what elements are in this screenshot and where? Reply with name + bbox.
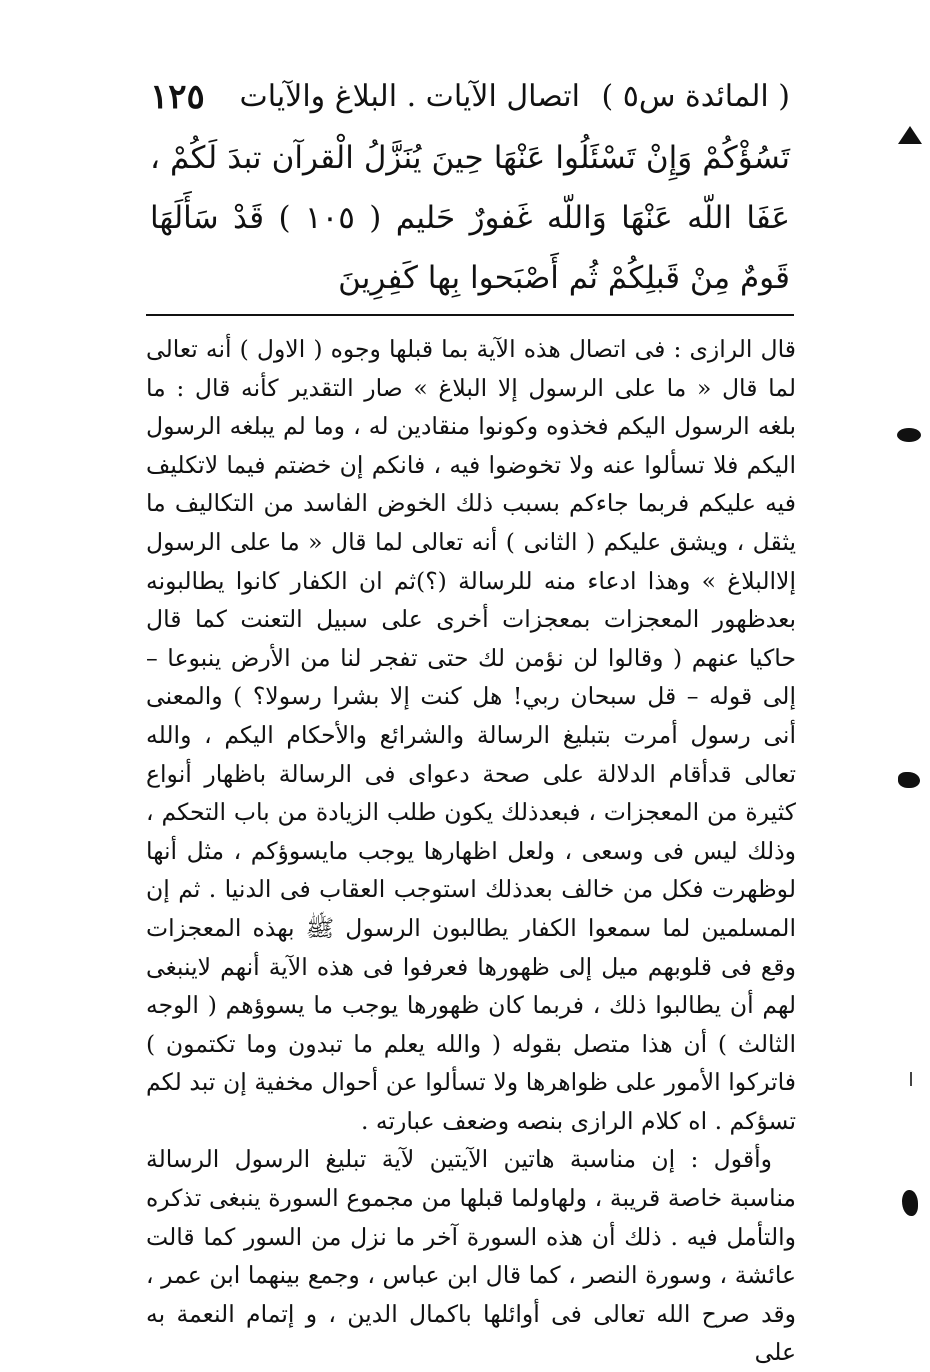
quran-verse-block — [150, 128, 790, 308]
margin-ink-mark — [897, 428, 921, 442]
margin-ink-mark — [898, 126, 922, 144]
verse-text-part1: تَسُؤْكُمْ وَإِنْ تَسْئَلُوا عَنْهَا حِينَ يُنَزَّلُ الْقرآن تبدَ لَكُمْ ، عَفَا اللّه عَنْهَا وَاللّه غَفورٌ حَليم — [150, 140, 791, 236]
margin-tick-mark — [910, 1072, 912, 1086]
margin-ink-mark — [898, 772, 920, 788]
commentary-paragraph-2: وأقول : إن مناسبة هاتين الآيتين لآية تبليغ الرسول الرسالة مناسبة خاصة قريبة ، ولهاولما قبلها من مجموع السورة ينبغى تذكره والتأمل فيه . ذلك أن هذه السورة آخر ما نزل من السور كما قالت عائشة ، وسورة النصر ، كما قال ابن عباس ، وجمع بينهما ابن عمر ، وقد صرح الله تعالى فى أوائلها باكمال الدين ، و إتمام النعمة به على — [146, 1145, 796, 1367]
commentary-paragraph-1: قال الرازى : فى اتصال هذه الآية بما قبلها وجوه ( الاول ) أنه تعالى لما قال « ما على الرسول إلا البلاغ » صار التقدير كأنه قال : ما بلغه الرسول اليكم فخذوه وكونوا منقادين له ، وما لم يبلغه الرسول اليكم فلا تسألوا عنه ولا تخوضوا فيه ، فانكم إن خضتم فيما لاتكليف فيه عليكم فربما جاءكم بسبب ذلك الخوض الفاسد من التكاليف ما يثقل ، ويشق عليكم ( الثانى ) أنه تعالى لما قال « ما على الرسول إلاالبلاغ » وهذا ادعاء منه للرسالة (؟)ثم ان الكفار كانوا يطالبونه بعدظهور المعجزات بمعجزات أخرى على سبيل التعنت كما قال حاكيا عنهم ( وقالوا لن نؤمن لك حتى تفجر لنا من الأرض ينبوعا – إلى قوله – قل سبحان ربي! هل كنت إلا بشرا رسولا؟ ) والمعنى أنى رسول أمرت بتبليغ الرسالة والشرائع والأحكام اليكم ، والله تعالى قدأقام الدلالة على صحة دعواى فى الرسالة باظهار أنواع كثيرة من المعجزات ، فبعدذلك يكون طلب الزيادة من باب التحكم ، وذلك ليس فى وسعى ، ولعل اظهارها يوجب مايسوؤكم ، مثل أنها لوظهرت فكل من خالف بعدذلك استوجب العقاب فى الدنيا . ثم إن المسلمين لما سمعوا الكفار يطالبون الرسول ﷺ بهذه المعجزات وقع فى قلوبهم ميل إلى ظهورها فعرفوا فى هذه الآية أنهم لاينبغى لهم أن يطالبوا ذلك ، فربما كان ظهورها يوجب ما يسوؤهم ( الوجه الثالث ) أن هذا متصل بقوله ( والله يعلم ما تبدون وما تكتمون ) فاتركوا الأمور على ظواهرها ولا تسألوا عن أحوال مخفية إن تبد لكم تسؤكم . اه كلام الرازى بنصه وضعف عبارته . — [146, 335, 796, 1135]
header-title: اتصال الآيات . البلاغ والآيات — [239, 79, 580, 114]
verse-number: ( ١٠٥ ) — [278, 200, 382, 236]
margin-ink-mark — [902, 1190, 918, 1216]
verse-text-part2: قَدْ سَأَلَهَا قَومٌ مِنْ قَبلِكُمْ ثُم أَصْبَحوا بِها كَفِرِينَ — [150, 200, 790, 296]
page-header — [150, 72, 790, 122]
commentary-text — [146, 330, 796, 1372]
page-number: ١٢٥ — [150, 77, 205, 117]
separator-rule — [146, 314, 794, 316]
header-section-label: ( المائدة س٥ ) — [601, 79, 790, 114]
